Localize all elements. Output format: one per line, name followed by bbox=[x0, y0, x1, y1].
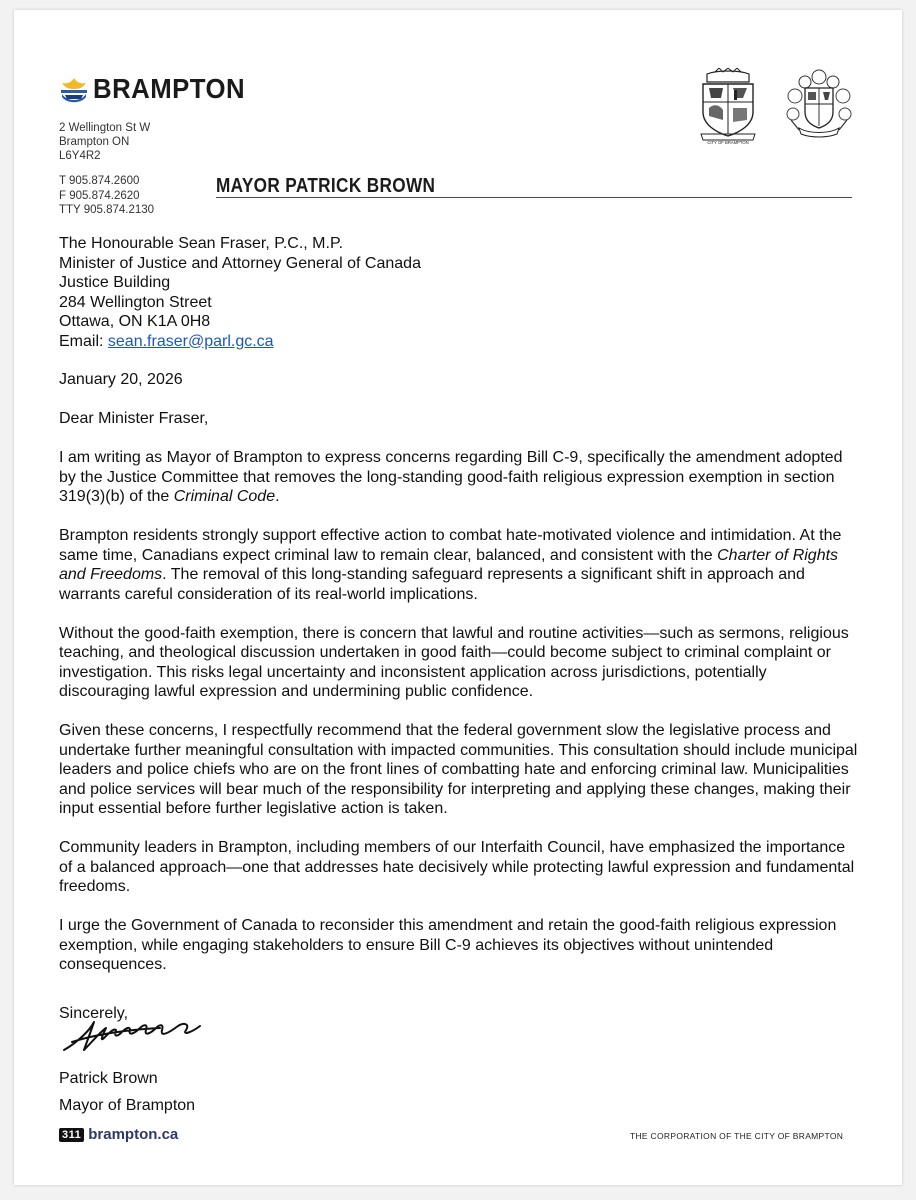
city-crest-left bbox=[697, 68, 759, 151]
salutation: Dear Minister Fraser, bbox=[59, 410, 209, 427]
mayor-title: MAYOR PATRICK BROWN bbox=[216, 175, 436, 197]
recipient-line: 284 Wellington Street bbox=[59, 293, 212, 311]
address-line: 2 Wellington St W bbox=[59, 122, 151, 134]
italic-text: Criminal Code bbox=[173, 488, 276, 505]
paragraph-5: Community leaders in Brampton, including members of our Interfaith Council, have emphasized the importance of a balanced approach—one that addresses hate decisively while protecting lawful expression and fundamental freedoms. bbox=[59, 839, 855, 895]
brampton-flower-icon bbox=[59, 74, 89, 104]
recipient-line: Minister of Justice and Attorney General of Canada bbox=[59, 254, 421, 272]
heraldic-crest-icon bbox=[783, 68, 855, 146]
fax-line: F 905.874.2620 bbox=[59, 189, 140, 202]
email-label: Email: bbox=[59, 332, 108, 350]
signatory-title: Mayor of Brampton bbox=[59, 1097, 196, 1114]
footer-corporation: THE CORPORATION OF THE CITY OF BRAMPTON bbox=[630, 1131, 844, 1141]
return-address bbox=[59, 121, 150, 163]
brampton-logo bbox=[59, 74, 258, 104]
recipient-email-line bbox=[59, 332, 859, 352]
city-crest-right bbox=[783, 68, 855, 151]
italic-text: Charter of Rights and Freedoms bbox=[59, 546, 839, 583]
paragraph-text: I am writing as Mayor of Brampton to express concerns regarding Bill C-9, specifically the amendment adopted by the Justice Committee that removes the long-standing good-faith religious expression exemption in section 319(3)(b) of the bbox=[59, 449, 843, 505]
recipient-line: Ottawa, ON K1A 0H8 bbox=[59, 313, 211, 330]
paragraph-4: Given these concerns, I respectfully recommend that the federal government slow the legislative process and undertake further meaningful consultation with impacted communities. This consultation should include municipal leaders and police chiefs who are on the front lines of combatting hate and enforcing criminal law. Municipalities and police services will bear much of the responsibility for interpreting and applying these changes, making their input essential before further legislative action is taken. bbox=[59, 722, 858, 817]
recipient-line: The Honourable Sean Fraser, P.C., M.P. bbox=[59, 235, 344, 252]
badge-311: 311 bbox=[59, 1128, 84, 1142]
paragraph-text: . bbox=[275, 488, 280, 505]
paragraph-text: Brampton residents strongly support effective action to combat hate-motivated violence and intimidation. At the same time, Canadians expect criminal law to remain clear, balanced, and consistent with the bbox=[59, 527, 842, 564]
tty-line: TTY 905.874.2130 bbox=[59, 204, 155, 216]
website-link[interactable]: brampton.ca bbox=[88, 1126, 179, 1143]
letter-body bbox=[59, 234, 859, 1023]
title-rule bbox=[216, 197, 852, 198]
signature-block bbox=[59, 1065, 195, 1119]
email-link[interactable]: sean.fraser@parl.gc.ca bbox=[107, 332, 274, 350]
handwritten-signature bbox=[60, 1016, 220, 1061]
paragraph-text: . The removal of this long-standing safeguard represents a significant shift in approach and warrants careful consideration of its real-world implications. bbox=[59, 566, 805, 603]
paragraph-2 bbox=[59, 526, 859, 604]
phone-line: T 905.874.2600 bbox=[59, 175, 140, 187]
recipient-line: Justice Building bbox=[59, 274, 171, 291]
address-line: Brampton ON bbox=[59, 136, 130, 148]
footer-website bbox=[59, 1126, 178, 1143]
letter-date: January 20, 2026 bbox=[59, 371, 183, 388]
paragraph-1 bbox=[59, 448, 859, 507]
closing: Sincerely, bbox=[59, 1004, 129, 1022]
paragraph-6: I urge the Government of Canada to reconsider this amendment and retain the good-faith religious expression exemption, while engaging stakeholders to ensure Bill C-9 achieves its objectives without unintended consequences. bbox=[59, 917, 837, 973]
phone-block bbox=[59, 174, 154, 218]
coat-of-arms-icon bbox=[697, 68, 759, 146]
signatory-name: Patrick Brown bbox=[59, 1070, 158, 1087]
signature-icon bbox=[60, 1016, 220, 1056]
svg-text:CITY OF BRAMPTON: CITY OF BRAMPTON bbox=[707, 140, 749, 145]
address-line: L6Y4R2 bbox=[59, 150, 101, 162]
paragraph-3: Without the good-faith exemption, there is concern that lawful and routine activities—such as sermons, religious teaching, and theological discussion undertaken in good faith—could become subject to criminal complaint or investigation. This risks legal uncertainty and inconsistent application across jurisdictions, potentially discouraging lawful expression and undermining public confidence. bbox=[59, 624, 849, 700]
logo-wordmark: BRAMPTON bbox=[93, 73, 246, 104]
